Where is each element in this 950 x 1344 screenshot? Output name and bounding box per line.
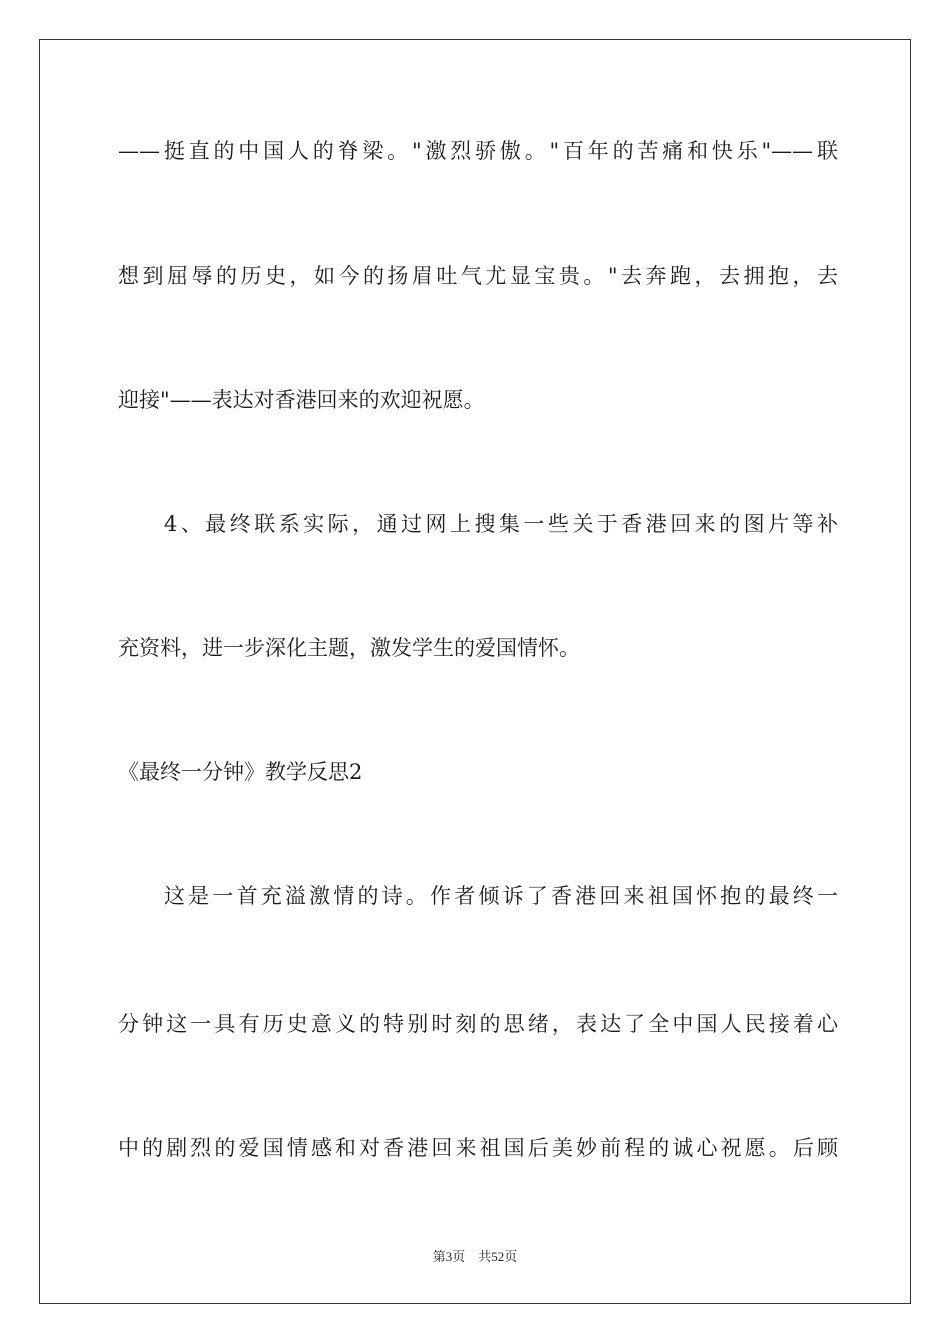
text-line-5: 充资料，进一步深化主题，激发学生的爱国情怀。	[118, 636, 580, 660]
text-line-2: 想到屈辱的历史，如今的扬眉吐气尤显宝贵。"去奔跑，去拥抱，去	[118, 264, 838, 288]
text-line-4: 4、最终联系实际，通过网上搜集一些关于香港回来的图片等补	[164, 512, 838, 536]
text-line-7: 分钟这一具有历史意义的特别时刻的思绪，表达了全中国人民接着心	[118, 1012, 838, 1036]
section-heading: 《最终一分钟》教学反思2	[118, 760, 363, 784]
page-border	[39, 39, 911, 1304]
text-line-3: 迎接"——表达对香港回来的欢迎祝愿。	[118, 388, 485, 412]
page-number-footer: 第3页 共52页	[432, 1249, 518, 1264]
text-line-6: 这是一首充溢激情的诗。作者倾诉了香港回来祖国怀抱的最终一	[164, 884, 838, 908]
text-line-8: 中的剧烈的爱国情感和对香港回来祖国后美妙前程的诚心祝愿。后顾	[118, 1136, 838, 1160]
text-line-1: ——挺直的中国人的脊梁。"激烈骄傲。"百年的苦痛和快乐"——联	[118, 139, 838, 163]
